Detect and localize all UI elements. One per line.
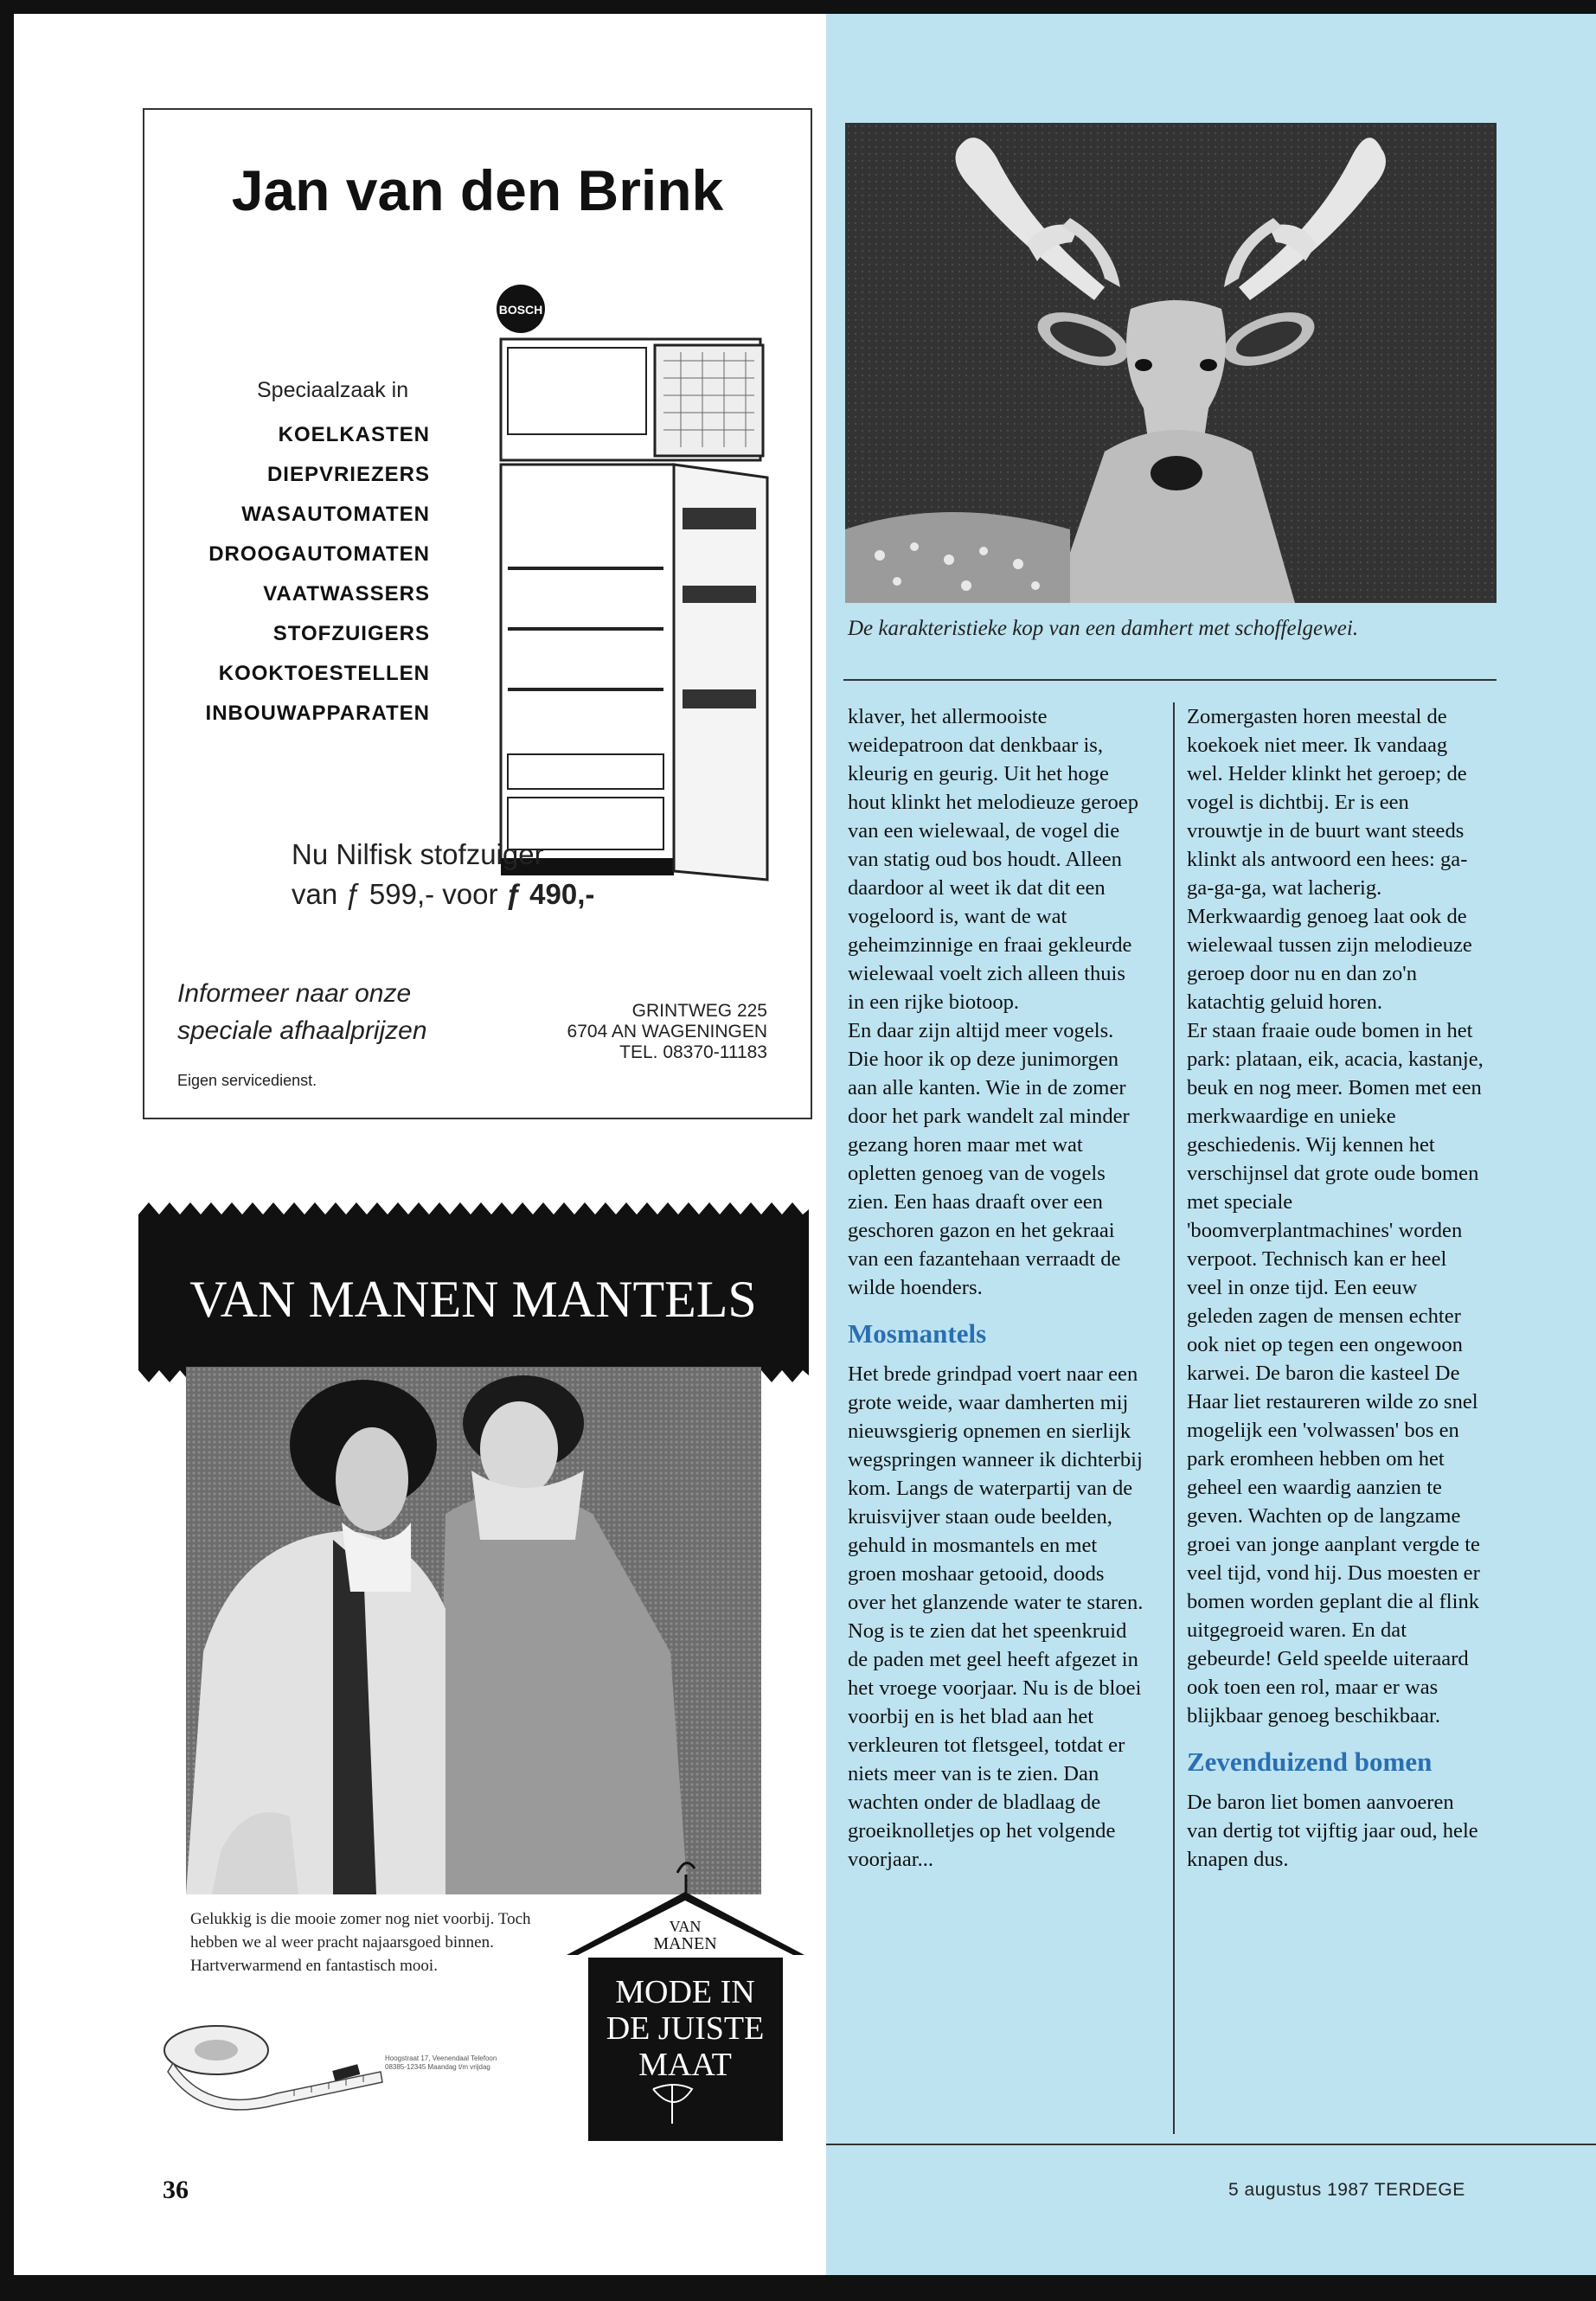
paragraph: Het brede grindpad voert naar een grote weide, waar damherten mij nieuwsgierig opnemen en sierlijk wegspringen wanneer ik dichterbij kom. Langs de waterpartij van de kruisvijver staan oude beelden, gehuld in mosmantels en met groen moshaar getooid, doods over het glanzende water te staren. Nog is te zien dat het speenkruid de paden met geel heeft afgezet in het vroege voorjaar. Nu is de bloei voorbij en is het blad aan het verkleuren tot fletsgeel, totdat er niets meer van is te zien. Dan wachten onder de bladlaag de groeiknolletjes op het volgende voorjaar... [848,1362,1144,1871]
fridge-illustration [490,283,793,910]
paragraph: Zomergasten horen meestal de koekoek niet meer. Ik vandaag wel. Helder klinkt het geroep; de vogel is dichtbij. Er is een vrouwtje in de buurt want steeds klinkt als antwoord een hees: ga-ga-ga-ga, wat lacherig. Merkwaardig genoeg laat ook de wielewaal tussen zijn melodieuze geroep door nu en dan zo'n katachtig geluid horen. [1187,705,1472,1014]
info-line-2: speciale afhaalprijzen [177,1016,427,1045]
section-heading: Zevenduizend bomen [1187,1747,1433,1777]
models-photo [186,1367,761,1894]
brink-item: DIEPVRIEZERS [266,463,430,486]
brink-address [490,1001,767,1063]
bosch-badge: BOSCH [498,303,543,317]
brink-advertisement [143,108,812,1119]
brink-item: WASAUTOMATEN [241,503,430,526]
info-line-1: Informeer naar onze [177,979,412,1008]
scan-border-left [0,0,14,2301]
offer-line-2 [292,878,594,911]
section-heading: Mosmantels [848,1318,987,1349]
scan-border-bottom [0,2275,1596,2301]
offer-old-price: van ƒ 599,- voor [292,878,506,910]
house-line1: MODE IN [615,1974,755,2010]
address-street: GRINTWEG 225 [631,1001,767,1021]
brink-item: INBOUWAPPARATEN [205,702,430,725]
page-number: 36 [163,2176,189,2204]
paragraph: En daar zijn altijd meer vogels. Die hoor ik op deze junimorgen aan alle kanten. Wie in de zomer door het park wandelt zal minder gezang horen maar met wat opletten genoeg van de vogels zien. Een haas draaft over een geschoren gazon en het gekraai van een fazantehaan verraadt de wilde hoenders. [848,1019,1130,1299]
brink-item: KOOKTOESTELLEN [218,662,430,685]
measuring-tape-illustration [156,2020,389,2115]
house-top: VAN [669,1918,702,1935]
brink-item: KOELKASTEN [278,423,430,446]
service-note: Eigen servicedienst. [177,1072,317,1089]
house-line3: MAAT [638,2047,732,2083]
brink-item: VAATWASSERS [263,582,430,606]
brink-item: STOFZUIGERS [272,622,430,645]
brink-item: DROOGAUTOMATEN [208,542,430,566]
caption-divider [843,679,1497,681]
house-line2: DE JUISTE [606,2010,765,2047]
paragraph: klaver, het allermooiste weidepatroon dat denkbaar is, kleurig en geurig. Uit het hoge hout klinkt het melodieuze geroep van een wielewaal, de vogel die van statig oud bos houdt. Alleen daardoor al weet ik dat dit een vogeloord is, want de wat geheimzinnige en fraai gekleurde wielewaal voelt zich alleen thuis in een rijke biotoop. [848,705,1139,1014]
offer-new-price: ƒ 490,- [505,878,595,910]
article-column-2 [1187,702,1485,1874]
footer-date: 5 augustus 1987 TERDEGE [1228,2180,1465,2200]
van-manen-text: Gelukkig is die mooie zomer nog niet voorbij. Toch hebben we al weer pracht najaarsgoed binnen. Hartverwarmend en fantastisch mooi. [190,1910,531,1975]
paragraph: Er staan fraaie oude bomen in het park: plataan, eik, acacia, kastanje, beuk en nog meer. Bomen met een merkwaardige en unieke geschiedenis. Wij kennen het verschijnsel dat grote oude bomen met speciale 'boomverplantmachines' worden verpoot. Technisch kan er heel veel in onze tijd. Een eeuw geleden zagen de mensen echter ook niet op tegen een ongewoon karwei. De baron die kasteel De Haar liet restaureren wilde zo snel mogelijk een 'volwassen' bos en park eromheen hebben om het geheel een waardig aanzien te geven. Wachten op de langzame groei van jonge aanplant vergde te veel tijd, vond hij. Dus moesten er bomen worden geplant die al flink uitgegroeid waren. En dat gebeurde! Geld speelde uiteraard ook toen een rol, maar er was blijkbaar genoeg beschikbaar. [1187,1019,1484,1727]
brink-title: Jan van den Brink [231,158,724,222]
van-manen-small-print: Hoogstraat 17, Veenendaal Telefoon 08385-12345 Maandag t/m vrijdag [385,2054,497,2071]
photo-caption: De karakteristieke kop van een damhert met schoffelgewei. [848,617,1359,640]
van-manen-title: VAN MANEN MANTELS [189,1271,757,1328]
column-divider [1173,702,1175,2134]
paragraph: De baron liet bomen aanvoeren van dertig tot vijftig jaar oud, hele knapen dus. [1187,1791,1478,1871]
panel-bottom-divider [826,2144,1596,2145]
offer-line-1: Nu Nilfisk stofzuiger [292,838,544,870]
van-manen-banner [138,1202,809,1382]
deer-photo [845,123,1497,603]
address-city: 6704 AN WAGENINGEN [567,1022,767,1042]
scan-border-top [0,0,1596,14]
house-top2: MANEN [653,1934,717,1953]
article-column-1 [848,702,1146,1874]
van-manen-logo-house [567,1847,804,2141]
brink-intro: Speciaalzaak in [257,378,409,402]
address-tel: TEL. 08370-11183 [619,1042,767,1062]
